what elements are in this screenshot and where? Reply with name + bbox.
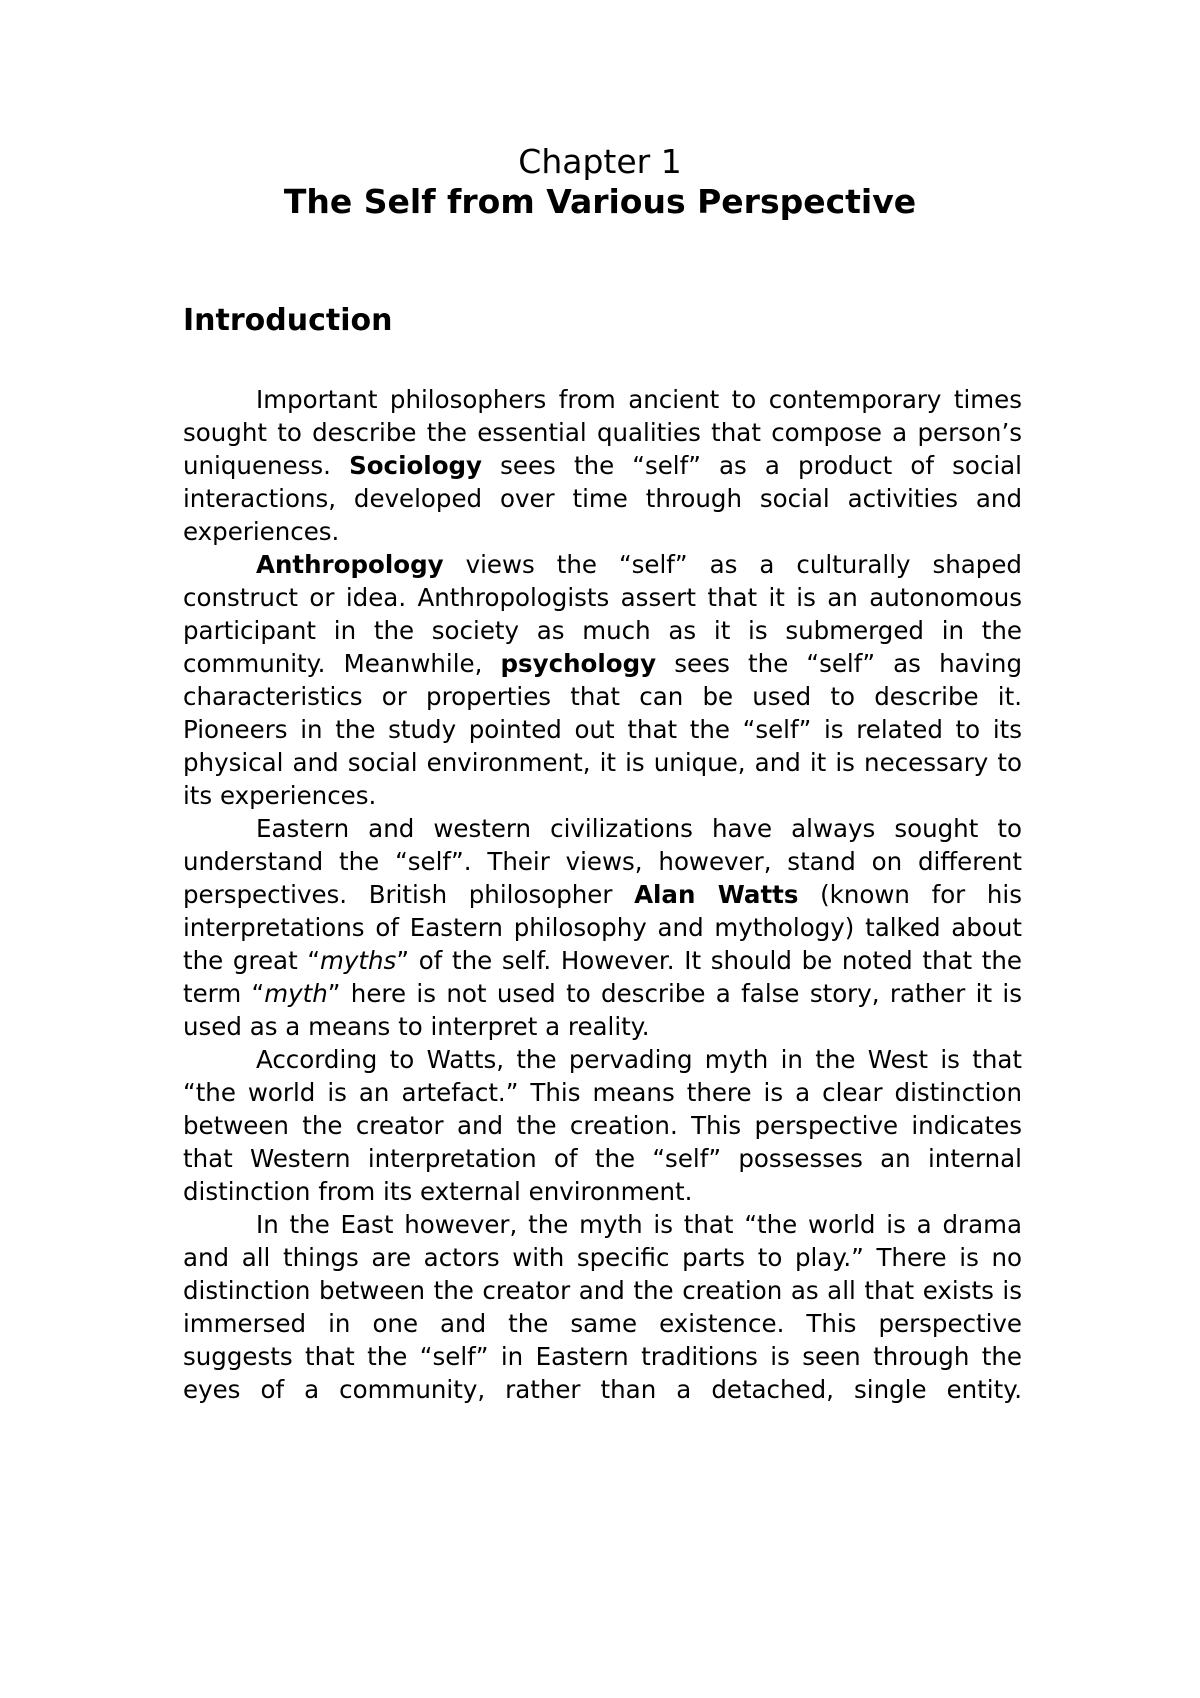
chapter-heading	[0, 142, 1200, 222]
paragraph-4: According to Watts, the pervading myth in the West is that “the world is an artefact.” This means there is a clear distinction between the creator and the creation. This perspective indicates that Western interpretation of the “self” possesses an internal distinction from its external environment.	[183, 1045, 1022, 1206]
chapter-title: The Self from Various Perspective	[283, 182, 917, 221]
term-myths: myths	[320, 946, 397, 975]
body-text	[183, 383, 1022, 1406]
term-psychology: psychology	[500, 649, 657, 678]
term-anthropology: Anthropology	[256, 550, 444, 579]
chapter-number: Chapter 1	[518, 142, 682, 181]
paragraph-1: Important philosophers from ancient to contemporary times sought to describe the essential qualities that compose a person’s uniqueness. Sociology sees the “self” as a product of social interactions, developed over time through social activities and experiences.	[183, 385, 1022, 546]
term-myth: myth	[264, 979, 328, 1008]
paragraph-3: Eastern and western civilizations have always sought to understand the “self”. Their views, however, stand on different perspectives. British philosopher Alan Watts (known for his interpretations of Eastern philosophy and mythology) talked about the great “myths” of the self. However. It should be noted that the term “myth” here is not used to describe a false story, rather it is used as a means to interpret a reality.	[183, 814, 1022, 1041]
term-sociology: Sociology	[349, 451, 483, 480]
section-title: Introduction	[183, 303, 393, 338]
term-alan-watts: Alan Watts	[634, 880, 799, 909]
paragraph-2: Anthropology views the “self” as a culturally shaped construct or idea. Anthropologists assert that it is an autonomous participant in the society as much as it is submerged in the community. Meanwhile, psychology sees the “self” as having characteristics or properties that can be used to describe it. Pioneers in the study pointed out that the “self” is related to its physical and social environment, it is unique, and it is necessary to its experiences.	[183, 550, 1022, 810]
paragraph-5: In the East however, the myth is that “the world is a drama and all things are actors with specific parts to play.” There is no distinction between the creator and the creation as all that exists is immersed in one and the same existence. This perspective suggests that the “self” in Eastern traditions is seen through the eyes of a community, rather than a detached, single entity.	[183, 1210, 1022, 1404]
